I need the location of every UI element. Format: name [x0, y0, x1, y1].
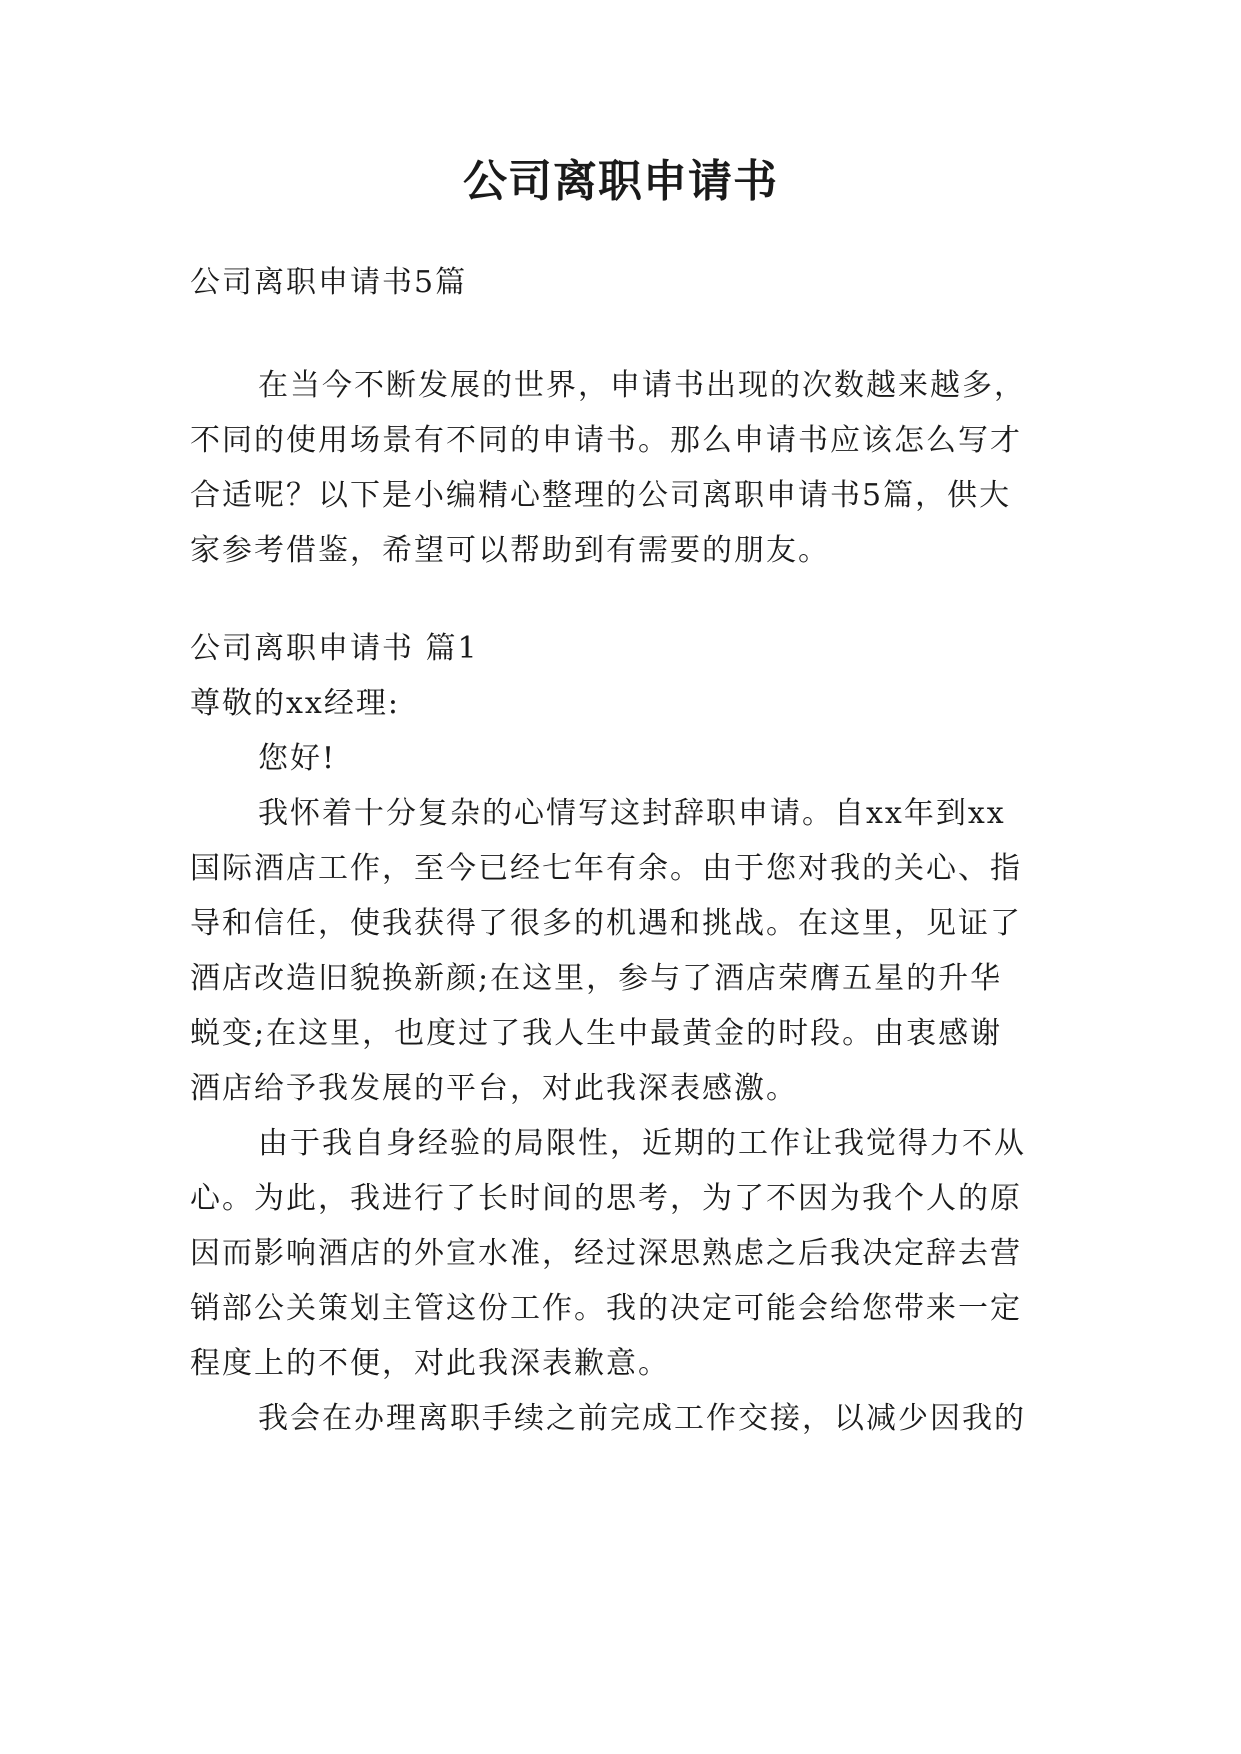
intro-line: 合适呢？以下是小编精心整理的公司离职申请书5篇，供大 — [190, 478, 1012, 513]
paragraph-line: 因而影响酒店的外宣水准，经过深思熟虑之后我决定辞去营 — [190, 1236, 1022, 1271]
document-subtitle: 公司离职申请书5篇 — [190, 265, 468, 300]
paragraph-line: 我怀着十分复杂的心情写这封辞职申请。自xx年到xx — [258, 796, 1006, 831]
paragraph-line: 国际酒店工作，至今已经七年有余。由于您对我的关心、指 — [190, 851, 1022, 886]
greeting: 您好! — [258, 741, 337, 776]
paragraph-line: 酒店改造旧貌换新颜;在这里，参与了酒店荣膺五星的升华 — [190, 961, 1003, 996]
salutation: 尊敬的xx经理: — [190, 686, 400, 721]
intro-line: 不同的使用场景有不同的申请书。那么申请书应该怎么写才 — [190, 423, 1022, 458]
paragraph-line: 酒店给予我发展的平台，对此我深表感激。 — [190, 1071, 798, 1106]
section-heading: 公司离职申请书 篇1 — [190, 631, 479, 666]
paragraph-line: 程度上的不便，对此我深表歉意。 — [190, 1346, 670, 1381]
paragraph-line: 心。为此，我进行了长时间的思考，为了不因为我个人的原 — [190, 1181, 1022, 1216]
paragraph-line: 由于我自身经验的局限性，近期的工作让我觉得力不从 — [258, 1126, 1026, 1161]
intro-line: 家参考借鉴，希望可以帮助到有需要的朋友。 — [190, 533, 830, 568]
paragraph-line: 销部公关策划主管这份工作。我的决定可能会给您带来一定 — [190, 1291, 1022, 1326]
intro-line: 在当今不断发展的世界，申请书出现的次数越来越多， — [258, 368, 1026, 403]
paragraph-line: 我会在办理离职手续之前完成工作交接，以减少因我的 — [258, 1401, 1026, 1436]
paragraph-line: 导和信任，使我获得了很多的机遇和挑战。在这里，见证了 — [190, 906, 1022, 941]
document-title: 公司离职申请书 — [463, 156, 778, 207]
paragraph-line: 蜕变;在这里，也度过了我人生中最黄金的时段。由衷感谢 — [190, 1016, 1003, 1051]
